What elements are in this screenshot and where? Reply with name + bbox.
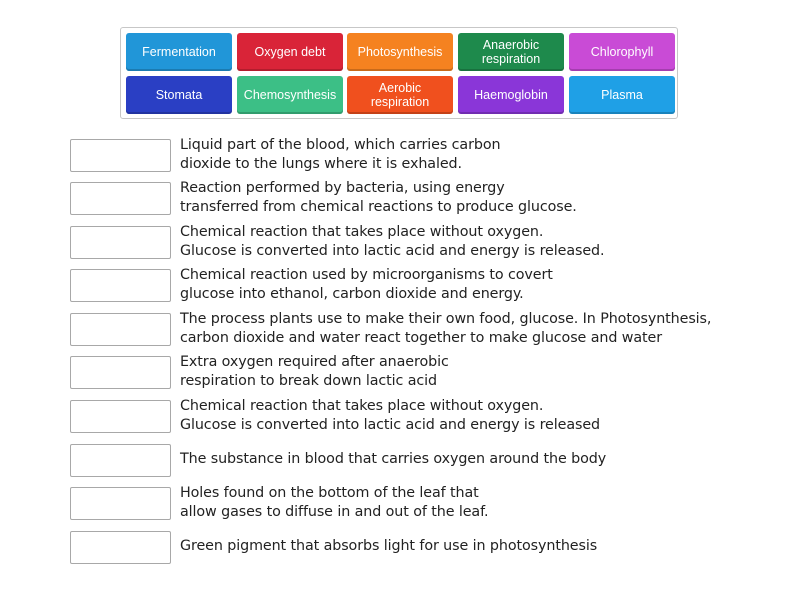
tile-plasma[interactable]: Plasma bbox=[569, 76, 675, 114]
answer-drop-box[interactable] bbox=[70, 269, 171, 302]
tile-fermentation[interactable]: Fermentation bbox=[126, 33, 232, 71]
answer-drop-box[interactable] bbox=[70, 400, 171, 433]
tile-haemoglobin[interactable]: Haemoglobin bbox=[458, 76, 564, 114]
tile-chemosynthesis[interactable]: Chemosynthesis bbox=[237, 76, 343, 114]
answer-drop-box[interactable] bbox=[70, 139, 171, 172]
answer-drop-box[interactable] bbox=[70, 356, 171, 389]
tile-photosynthesis[interactable]: Photosynthesis bbox=[347, 33, 453, 71]
definition-text: The process plants use to make their own food, glucose. In Photosynthesis, carbon dioxide and water react together to make glucose and water bbox=[180, 311, 712, 346]
tile-oxygen-debt[interactable]: Oxygen debt bbox=[237, 33, 343, 71]
answer-drop-box[interactable] bbox=[70, 182, 171, 215]
answer-drop-box[interactable] bbox=[70, 531, 171, 564]
answer-drop-box[interactable] bbox=[70, 444, 171, 477]
definition-text: Chemical reaction that takes place without oxygen. Glucose is converted into lactic acid and energy is released. bbox=[180, 224, 605, 259]
answer-drop-box[interactable] bbox=[70, 226, 171, 259]
definition-text: Extra oxygen required after anaerobic respiration to break down lactic acid bbox=[180, 354, 449, 389]
definition-text: Reaction performed by bacteria, using energy transferred from chemical reactions to produce glucose. bbox=[180, 180, 577, 215]
definition-text: Chemical reaction used by microorganisms to covert glucose into ethanol, carbon dioxide and energy. bbox=[180, 267, 553, 302]
definition-text: Liquid part of the blood, which carries carbon dioxide to the lungs where it is exhaled. bbox=[180, 137, 501, 172]
tile-aerobic-respiration[interactable]: Aerobic respiration bbox=[347, 76, 453, 114]
word-bank bbox=[120, 27, 678, 119]
tile-stomata[interactable]: Stomata bbox=[126, 76, 232, 114]
tile-chlorophyll[interactable]: Chlorophyll bbox=[569, 33, 675, 71]
answer-drop-box[interactable] bbox=[70, 487, 171, 520]
tile-anaerobic-respiration[interactable]: Anaerobic respiration bbox=[458, 33, 564, 71]
definition-text: Green pigment that absorbs light for use in photosynthesis bbox=[180, 538, 598, 554]
definition-text: Holes found on the bottom of the leaf that allow gases to diffuse in and out of the leaf. bbox=[180, 485, 489, 520]
definition-text: The substance in blood that carries oxygen around the body bbox=[180, 451, 607, 467]
definition-text: Chemical reaction that takes place without oxygen. Glucose is converted into lactic acid and energy is released bbox=[180, 398, 600, 433]
answer-drop-box[interactable] bbox=[70, 313, 171, 346]
